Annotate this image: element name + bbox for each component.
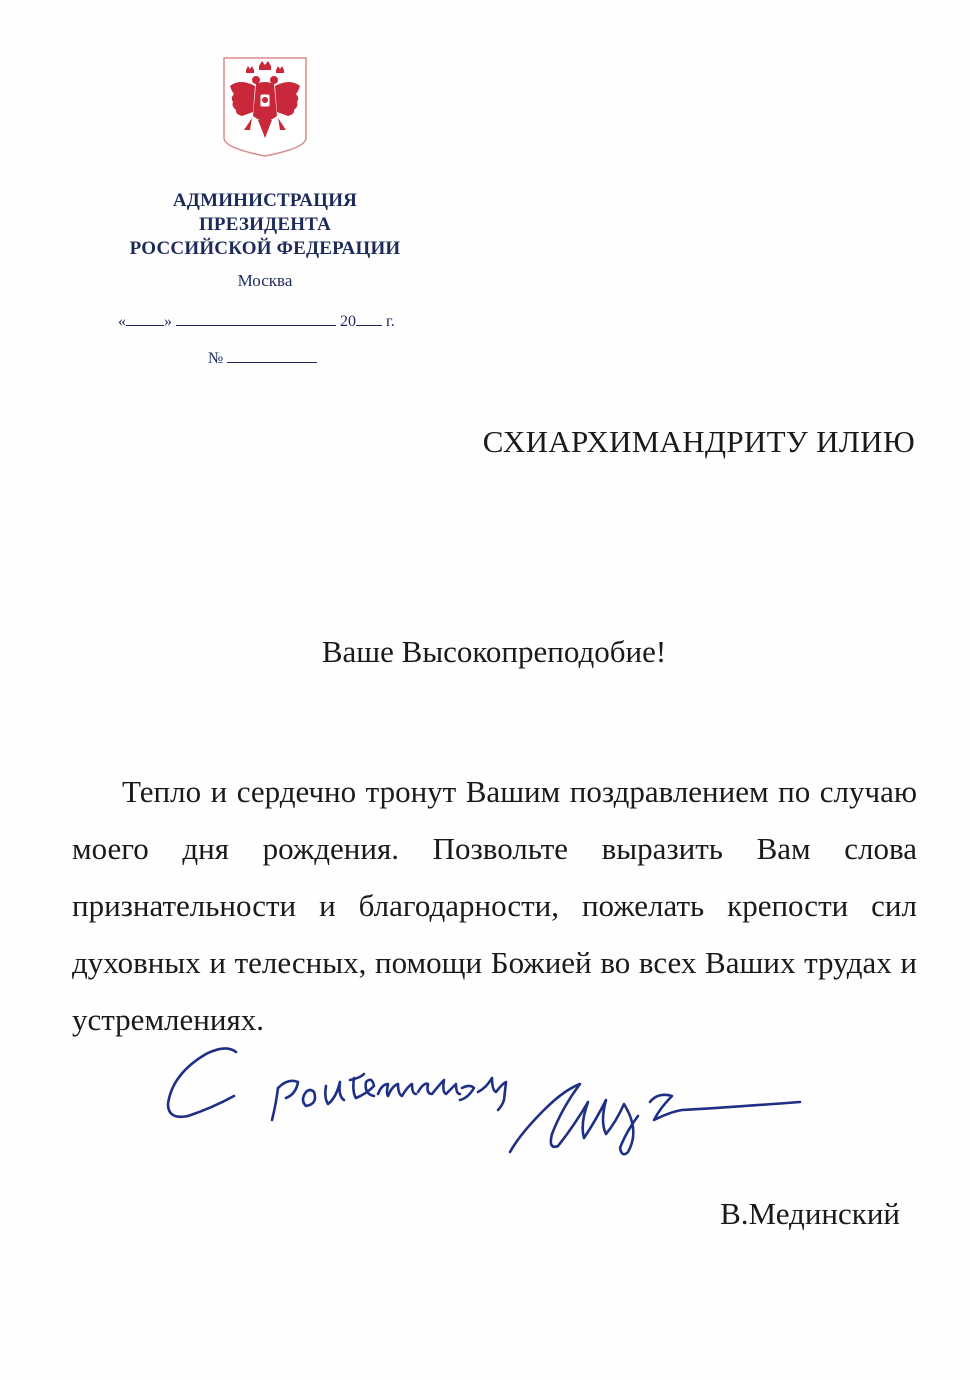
letter-body: Тепло и сердечно тронут Вашим поздравлением по случаю моего дня рождения. Позвольте выразить Вам слова признательности и благодарности, пожелать крепости сил духовных и телесных, помощи Божией во всех Ваших трудах и устремлениях. bbox=[72, 774, 917, 1037]
city-label: Москва bbox=[237, 271, 293, 290]
addressee: СХИАРХИМАНДРИТУ ИЛИЮ bbox=[482, 424, 915, 459]
year-blank bbox=[356, 311, 382, 326]
year-suffix: г. bbox=[386, 313, 395, 330]
signer-name: В.Мединский bbox=[720, 1196, 900, 1231]
handwritten-signature bbox=[160, 1038, 820, 1168]
salutation: Ваше Высокопреподобие! bbox=[321, 634, 667, 669]
date-field bbox=[118, 311, 395, 331]
org-name-line-3: РОССИЙСКОЙ ФЕДЕРАЦИИ bbox=[129, 238, 401, 259]
date-close-quote: » bbox=[164, 313, 172, 330]
month-blank bbox=[176, 311, 336, 326]
day-blank bbox=[126, 311, 164, 326]
org-name-line-2: ПРЕЗИДЕНТА bbox=[198, 214, 332, 235]
document-number-field bbox=[208, 348, 317, 368]
year-prefix: 20 bbox=[340, 313, 356, 330]
coat-of-arms-icon bbox=[222, 56, 308, 158]
number-blank bbox=[227, 348, 317, 363]
org-name-line-1: АДМИНИСТРАЦИЯ bbox=[172, 190, 358, 211]
number-sign: № bbox=[208, 350, 224, 367]
date-open-quote: « bbox=[118, 313, 126, 330]
